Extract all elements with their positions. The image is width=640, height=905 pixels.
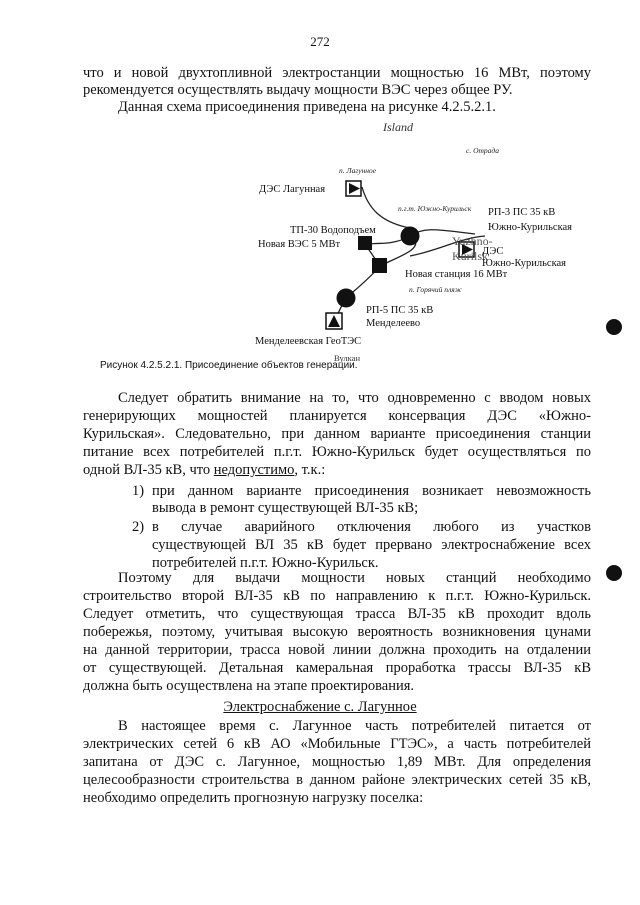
para3-line-2: электрических сетей 6 кВ АО «Мобильные ГТЭС», а часть потребителей — [83, 736, 591, 752]
kurilsk-overlay-label: Kurilsk — [452, 249, 488, 263]
new-ves-icon — [358, 236, 372, 250]
list-item-2-line-2: существующей ВЛ 35 кВ будет прервано электроснабжение всех — [152, 537, 591, 553]
para1-line-1: Следует обратить внимание на то, что одновременно с вводом новых — [118, 390, 591, 406]
list-item-1-line-1: при данном варианте присоединения возникает невозможность — [152, 483, 591, 499]
para3-line-1: В настоящее время с. Лагунное часть потребителей питается от — [118, 718, 591, 734]
des-lagunnaya-label: ДЭС Лагунная — [259, 184, 326, 195]
des-lagunnaya-icon — [346, 181, 361, 196]
para1-line-5 — [83, 462, 325, 479]
punch-hole-bottom — [606, 565, 622, 581]
new-station-icon — [372, 258, 387, 273]
para2-line-1: Поэтому для выдачи мощности новых станций необходимо — [118, 570, 591, 586]
rp5-label-2: Менделеево — [366, 318, 421, 329]
new-station-label: Новая станция 16 МВт — [405, 269, 508, 280]
para1-line-3: Курильская». Следовательно, при данном варианте присоединения станции — [83, 426, 591, 442]
para2-line-2: строительство второй ВЛ-35 кВ по направлению к п.г.т. Южно-Курильск. — [83, 588, 591, 604]
para2-line-7: должна быть осуществлена на этапе проектирования. — [83, 678, 415, 694]
list-item-1-line-2: вывода в ремонт существующей ВЛ-35 кВ; — [152, 500, 419, 516]
island-label: Island — [383, 120, 413, 134]
punch-hole-top — [606, 319, 622, 335]
para1-line-4: питание всех потребителей п.г.т. Южно-Курильск будет осуществляться по — [83, 444, 591, 460]
new-ves-label: Новая ВЭС 5 МВт — [258, 239, 341, 250]
para2-line-5: на данной территории, трасса новой линии должна проходить на отдалении — [83, 642, 591, 658]
rp3-label-1: РП-3 ПС 35 кВ — [488, 207, 556, 218]
intro-line-2: рекомендуется осуществлять выдачу мощности ВЭС через общее РУ. — [83, 82, 513, 98]
para1-line-5-end: , т.к.: — [294, 462, 326, 478]
para2-line-4: побережья, поэтому, учитывая высокую вероятность возникновения цунами — [83, 624, 591, 640]
list-item-2-line-3: потребителей п.г.т. Южно-Курильск. — [152, 555, 379, 571]
page-number: 272 — [310, 34, 330, 49]
para3-line-5: необходимо определить прогнозную нагрузку поселка: — [83, 790, 424, 806]
list-item-2-line-1: в случае аварийного отключения любого из участков — [152, 519, 591, 535]
list-item-2-number: 2) — [132, 519, 145, 535]
lagunnoe-village-label: п. Лагунное — [339, 166, 377, 175]
rp3-substation-icon — [401, 227, 420, 246]
des-overlay-label: ДЭС — [482, 246, 504, 257]
para3-line-3: запитана от ДЭС с. Лагунное, мощностью 1,89 МВт. Для определения — [83, 754, 591, 770]
section-heading-text: Электроснабжение с. Лагунное — [223, 699, 417, 715]
para3-line-4: целесообразности строительства в данном районе электрических сетей 35 кВ, — [83, 772, 591, 788]
intro-line-3: Данная схема присоединения приведена на рисунке 4.2.5.2.1. — [118, 99, 496, 115]
geotes-icon — [326, 313, 342, 329]
rp3-label-2: Южно-Курильская — [488, 222, 572, 233]
underlined-word: недопустимо — [213, 462, 295, 478]
figure-caption: Рисунок 4.2.5.2.1. Присоединение объектов генерации. — [100, 360, 358, 371]
para1-line-2: генерирующих мощностей планируется консервация ДЭС «Южно- — [83, 408, 591, 424]
connection-diagram — [0, 115, 640, 365]
vulkan-label: Вулкан — [334, 353, 360, 363]
rp5-label-1: РП-5 ПС 35 кВ — [366, 305, 434, 316]
goryachiy-plyazh-label: п. Горячий пляж — [409, 285, 462, 294]
list-item-1-number: 1) — [132, 483, 145, 499]
para1-line-5-start: одной ВЛ-35 кВ, что — [83, 462, 214, 478]
para2-line-3: Следует отметить, что существующая трасса ВЛ-35 кВ проходит вдоль — [83, 606, 591, 622]
intro-line-1: что и новой двухтопливной электростанции мощностью 16 МВт, поэтому — [83, 65, 591, 81]
otrada-label: с. Отрада — [466, 146, 499, 155]
yuzhno-overlay-label: Yuzhno- — [452, 234, 493, 248]
rp5-substation-icon — [337, 289, 356, 308]
tp30-label: ТП-30 Водоподъем — [290, 225, 376, 236]
para2-line-6: от существующей. Детальная камеральная проработка трассы ВЛ-35 кВ — [83, 660, 591, 676]
section-heading — [0, 699, 640, 716]
des-yuzhno-label: Южно-Курильская — [482, 258, 566, 269]
geotes-label: Менделеевская ГеоТЭС — [255, 336, 362, 347]
pgt-yuzhno-label: п.г.т. Южно-Курильск — [398, 204, 472, 213]
